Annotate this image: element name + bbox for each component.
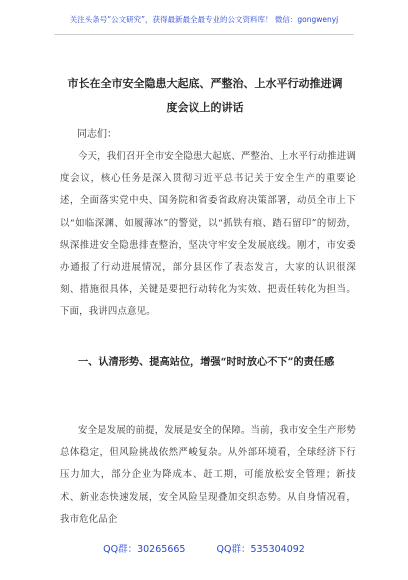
footer-qq-group-1: QQ群：30265665 — [103, 544, 186, 555]
salutation: 同志们： — [77, 129, 117, 140]
paragraph-section-1: 安全是发展的前提，发展是安全的保障。当前，我市安全生产形势总体稳定，但风险挑战依然严峻复杂。从外部环境看，全球经济下行压力加大，部分企业为降成本、赶工期，可能放松安全管理；新技术、新业态快速发展，安全风险呈现叠加交织态势。从自身情况看，我市危化品企 — [60, 425, 356, 525]
section-heading-1: 一、认清形势、提高站位，增强“时时放心不下”的责任感 — [78, 356, 335, 368]
document-title — [55, 72, 355, 120]
title-line-1: 市长在全市安全隐患大起底、严整治、上水平行动推进调 — [67, 77, 343, 90]
paragraph-intro: 今天，我们召开全市安全隐患大起底、严整治、上水平行动推进调度会议，核心任务是深入贯彻习近平总书记关于安全生产的重要论述，全面落实党中央、国务院和省委省政府决策部署，动员全市上下以“如临深渊、如履薄冰”的警觉，以“抓铁有痕、踏石留印”的韧劲，纵深推进安全隐患排查整治，坚决守牢安全发展底线。刚才，市安委办通报了行动进展情况，部分县区作了表态发言，大家的认识很深刻、措施很具体，关键是要把行动转化为实效、把责任转化为担当。下面，我讲四点意见。 — [60, 151, 356, 318]
header-banner: 关注头条号“公文研究”，获得最新最全最专业的公文资料库！ 微信：gongwenyj — [69, 15, 339, 24]
footer-qq-group-2: QQ群：535304092 — [216, 544, 305, 555]
header-divider — [54, 34, 354, 35]
footer — [0, 541, 408, 555]
title-line-2: 度会议上的讲话 — [166, 101, 244, 114]
